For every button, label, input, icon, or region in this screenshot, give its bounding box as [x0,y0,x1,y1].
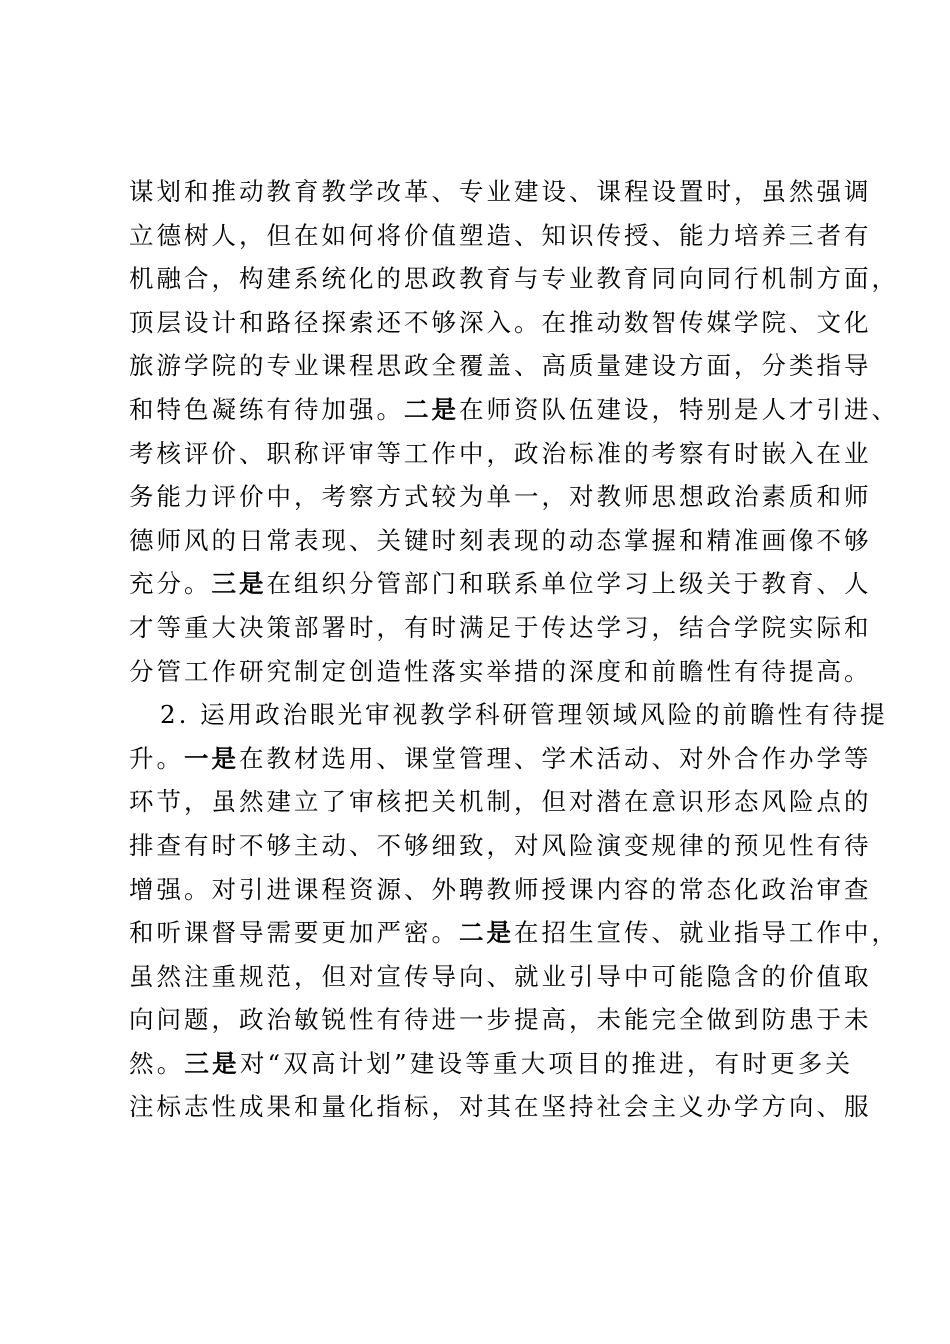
text-line [129,475,872,519]
text-segment: 旅游学院的专业课程思政全覆盖、高质量建设方面，分类指导 [129,351,872,381]
text-segment: 考核评价、职称评审等工作中，政治标准的考察有时嵌入在业 [129,438,872,468]
text-line [129,519,872,563]
text-segment: 分管工作研究制定创造性落实举措的深度和前瞻性有待提高。 [129,656,872,686]
text-line [129,388,899,432]
text-line [129,432,872,476]
text-line [129,824,872,868]
text-segment: 增强。对引进课程资源、外聘教师授课内容的常态化政治审查 [129,874,872,904]
text-segment: 充分。 [129,569,212,599]
emphasis-label: 二是 [459,918,514,948]
text-line [129,650,872,694]
text-line [129,562,872,606]
document-body [129,170,899,1129]
text-segment: 在招生宣传、就业指导工作中， [514,918,899,948]
text-line [129,693,888,737]
text-segment: 和特色凝练有待加强。 [129,394,404,424]
text-segment: 务能力评价中，考察方式较为单一，对教师思想政治素质和师 [129,482,872,512]
text-segment: 德师风的日常表现、关键时刻表现的动态掌握和精准画像不够 [129,525,872,555]
text-line [129,780,872,824]
text-segment: 升。 [129,743,184,773]
text-segment: 对“双高计划”建设等重大项目的推进，有时更多关 [239,1048,853,1078]
text-segment: 虽然注重规范，但对宣传导向、就业引导中可能隐含的价值取 [129,961,872,991]
text-segment: 排查有时不够主动、不够细致，对风险演变规律的预见性有待 [129,830,872,860]
text-line [129,955,872,999]
text-line [129,606,872,650]
text-segment: 顶层设计和路径探索还不够深入。在推动数智传媒学院、文化 [129,307,872,337]
text-line [129,257,899,301]
emphasis-label: 二是 [404,394,459,424]
text-line [129,301,872,345]
text-segment: 2. 运用政治眼光审视教学科研管理领域风险的前瞻性有待提 [160,700,888,730]
emphasis-label: 三是 [211,569,267,599]
text-segment: 向问题，政治敏锐性有待进一步提高，未能完全做到防患于未 [129,1005,872,1035]
text-line [129,911,899,955]
text-segment: 机融合，构建系统化的思政教育与专业教育同向同行机制方面， [129,264,899,294]
text-line [129,737,872,781]
text-segment: 注标志性成果和量化指标，对其在坚持社会主义办学方向、服 [129,1092,872,1122]
text-segment: 谋划和推动教育教学改革、专业建设、课程设置时，虽然强调 [129,177,872,206]
text-segment: 和听课督导需要更加严密。 [129,918,459,948]
text-segment: 在组织分管部门和联系单位学习上级关于教育、人 [266,569,872,599]
emphasis-label: 三是 [184,1048,240,1078]
text-segment: 然。 [129,1048,185,1078]
text-line [129,868,872,912]
text-segment: 立德树人，但在如何将价值塑造、知识传授、能力培养三者有 [129,220,872,250]
text-segment: 环节，虽然建立了审核把关机制，但对潜在意识形态风险点的 [129,787,872,817]
text-line [129,1042,853,1086]
text-segment: 在教材选用、课堂管理、学术活动、对外合作办学等 [239,743,872,773]
text-segment: 在师资队伍建设，特别是人才引进、 [459,394,899,424]
text-line [129,344,872,388]
text-line [129,1085,872,1129]
text-line [129,170,872,214]
emphasis-label: 一是 [184,743,239,773]
text-line [129,998,872,1042]
text-line [129,214,872,258]
text-segment: 才等重大决策部署时，有时满足于传达学习，结合学院实际和 [129,612,872,642]
